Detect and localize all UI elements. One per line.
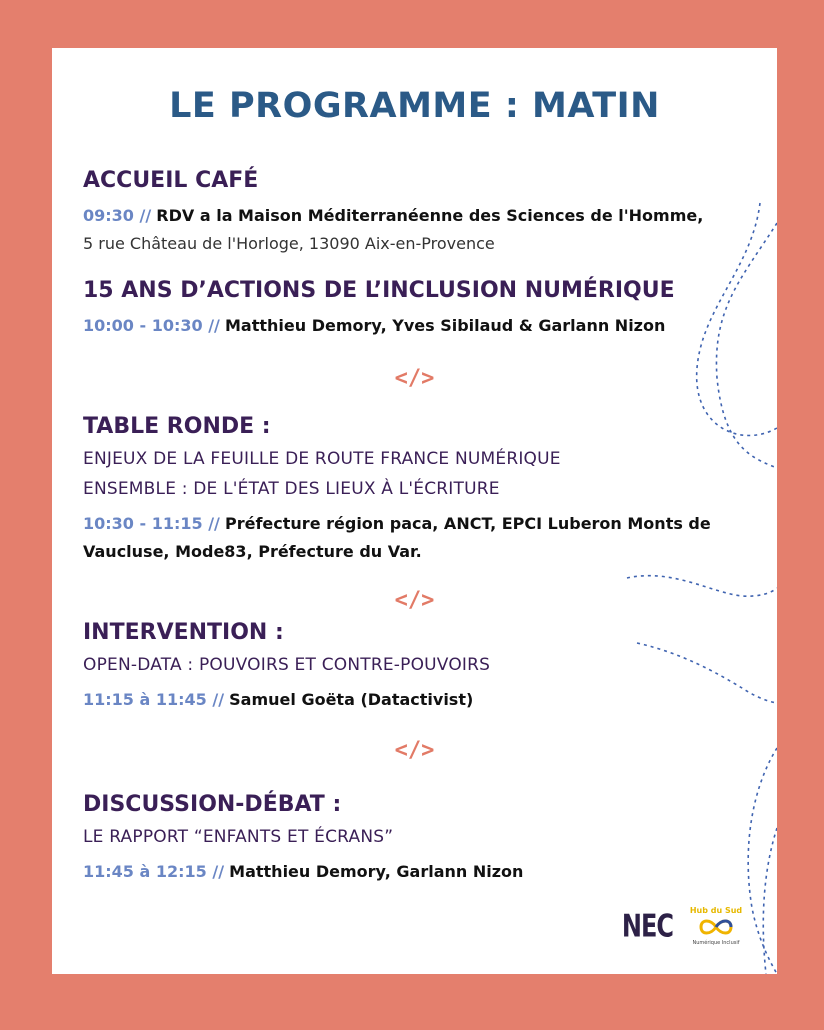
time-label: 09:30 //	[83, 206, 152, 225]
schedule-line	[83, 686, 763, 714]
section-heading: ACCUEIL CAFÉ	[83, 168, 259, 193]
speaker-text: RDV a la Maison Méditerranéenne des Sciences de l'Homme,	[156, 206, 704, 225]
time-label: 10:30 - 11:15 //	[83, 514, 220, 533]
time-label: 11:15 à 11:45 //	[83, 690, 225, 709]
code-separator-icon: </>	[394, 738, 435, 763]
partner-logos	[622, 906, 745, 946]
program-card	[52, 48, 777, 974]
speaker-text: Vaucluse, Mode83, Préfecture du Var.	[83, 542, 422, 561]
speaker-text: Matthieu Demory, Garlann Nizon	[229, 862, 524, 881]
section-intervention	[83, 618, 763, 714]
nec-logo: NEC	[621, 907, 673, 945]
speaker-text: Matthieu Demory, Yves Sibilaud & Garlann Nizon	[225, 316, 666, 335]
schedule-line	[83, 510, 763, 538]
section-inclusion	[83, 276, 763, 340]
speaker-text: Préfecture région paca, ANCT, EPCI Luberon Monts de	[225, 514, 711, 533]
code-separator-icon: </>	[394, 588, 435, 613]
schedule-line	[83, 858, 763, 886]
infinity-icon	[697, 916, 735, 938]
time-label: 10:00 - 10:30 //	[83, 316, 220, 335]
section-discussion	[83, 790, 763, 886]
section-heading: DISCUSSION-DÉBAT :	[83, 792, 342, 817]
section-subtitle: ENSEMBLE : DE L'ÉTAT DES LIEUX À L'ÉCRITURE	[83, 479, 500, 499]
section-subtitle: LE RAPPORT “ENFANTS ET ÉCRANS”	[83, 827, 394, 847]
section-table-ronde	[83, 412, 763, 566]
page-title: LE PROGRAMME : MATIN	[169, 86, 660, 126]
section-accueil	[83, 166, 763, 258]
section-heading: TABLE RONDE :	[83, 414, 271, 439]
address-text: 5 rue Château de l'Horloge, 13090 Aix-en-Provence	[83, 234, 495, 253]
schedule-line	[83, 312, 763, 340]
section-heading: INTERVENTION :	[83, 620, 284, 645]
hub-logo-title: Hub du Sud	[689, 906, 743, 915]
hub-du-sud-logo	[687, 906, 745, 946]
section-subtitle: OPEN-DATA : POUVOIRS ET CONTRE-POUVOIRS	[83, 655, 491, 675]
speaker-text: Samuel Goëta (Datactivist)	[229, 690, 474, 709]
time-label: 11:45 à 12:15 //	[83, 862, 225, 881]
code-separator-icon: </>	[394, 366, 435, 391]
section-heading: 15 ANS D’ACTIONS DE L’INCLUSION NUMÉRIQUE	[83, 278, 675, 303]
schedule-line	[83, 202, 763, 230]
hub-logo-subtitle: Numérique Inclusif	[692, 940, 740, 946]
section-subtitle: ENJEUX DE LA FEUILLE DE ROUTE FRANCE NUMÉRIQUE	[83, 449, 561, 469]
